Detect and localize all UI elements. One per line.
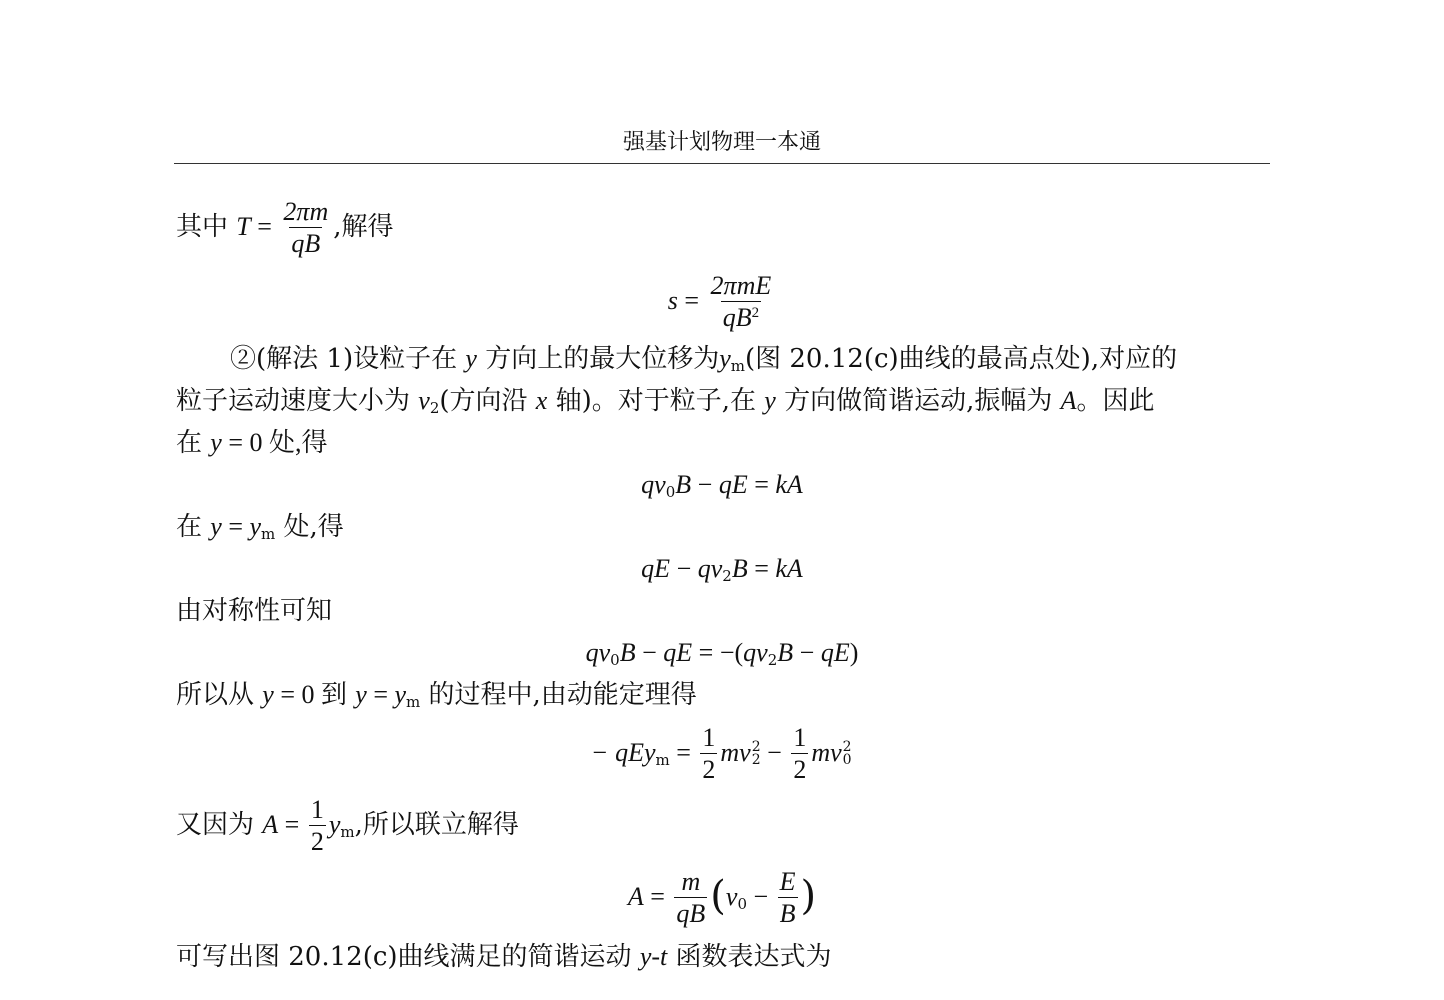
var-y: y xyxy=(465,344,477,373)
text: ②(解法 1)设粒子在 xyxy=(230,344,458,374)
term: qE xyxy=(820,638,850,667)
minus: − xyxy=(746,881,775,911)
subscript: 0 xyxy=(737,894,747,913)
text: 在 xyxy=(176,428,203,458)
numerator: E xyxy=(779,867,796,896)
subscript: 2 xyxy=(751,751,761,768)
paragraph-amplitude-relation xyxy=(176,796,519,856)
running-header: 强基计划物理一本通 xyxy=(622,130,821,155)
term: qv xyxy=(697,554,723,583)
big-paren-left: ( xyxy=(710,872,726,919)
term: qE xyxy=(663,638,693,667)
paragraph-energy-theorem xyxy=(176,682,697,710)
equals: = xyxy=(643,881,672,911)
term: B xyxy=(731,554,748,583)
numerator: 1 xyxy=(793,723,807,752)
text: 方向做简谐运动,振幅为 xyxy=(784,386,1053,416)
term: kA xyxy=(775,554,803,583)
denominator: 2 xyxy=(793,755,807,785)
paragraph-method1-line1 xyxy=(230,346,1177,374)
text: (方向沿 xyxy=(439,386,528,416)
equals-negative: = − xyxy=(692,638,735,667)
minus: − xyxy=(670,554,698,583)
numerator: m xyxy=(681,867,701,896)
denominator: qB xyxy=(676,899,706,929)
fraction-period xyxy=(281,198,330,258)
paragraph-method1-line3 xyxy=(176,430,328,456)
term: qE xyxy=(641,554,671,583)
line-period-definition xyxy=(176,198,394,258)
equals: = xyxy=(747,554,776,583)
var-T: T xyxy=(236,211,251,241)
text: 函数表达式为 xyxy=(675,942,832,972)
header-rule xyxy=(174,163,1270,164)
subscript: 0 xyxy=(842,751,852,768)
var-x: x xyxy=(535,386,548,415)
subscript: 2 xyxy=(429,399,440,417)
var-v: v xyxy=(725,881,738,911)
equals: = xyxy=(677,285,706,315)
term: kA xyxy=(775,470,803,499)
paragraph-yt-expression xyxy=(176,944,832,970)
term: B xyxy=(675,470,692,499)
subscript: 2 xyxy=(767,651,778,669)
sup-sub-stack xyxy=(842,738,852,768)
subscript: m xyxy=(655,750,670,769)
numerator: 1 xyxy=(310,795,324,824)
var-ym: y xyxy=(394,680,407,709)
term: B xyxy=(619,638,636,667)
fraction-half xyxy=(309,796,326,856)
term: mv xyxy=(811,737,842,767)
var-y: y xyxy=(355,680,367,709)
den-base: qB xyxy=(722,303,752,333)
term: qE xyxy=(718,470,748,499)
equals: = xyxy=(278,809,306,839)
paragraph-method1-line2 xyxy=(176,388,1155,416)
text: ,解得 xyxy=(333,211,394,242)
equals: = xyxy=(747,470,776,499)
equals: = xyxy=(250,211,279,241)
var-ym: y xyxy=(719,344,731,373)
equals: = xyxy=(366,680,395,709)
text: 处,得 xyxy=(283,512,344,542)
numerator: 2πm xyxy=(283,197,329,226)
subscript: 0 xyxy=(665,483,676,501)
var-yt: y-t xyxy=(639,942,668,971)
fraction-E-over-B xyxy=(778,868,798,928)
fraction-half xyxy=(700,724,717,784)
subscript: 0 xyxy=(610,651,620,669)
paren-right: ) xyxy=(849,638,859,667)
subscript: m xyxy=(261,525,276,543)
equation-displacement xyxy=(0,272,1444,332)
equation-force-at-ym xyxy=(0,556,1444,584)
var-y: y xyxy=(764,386,776,415)
minus: − xyxy=(635,638,664,667)
text: = 0 处,得 xyxy=(221,428,328,457)
equation-kinetic-energy xyxy=(0,724,1444,784)
subscript: m xyxy=(340,822,355,841)
text: 轴)。对于粒子,在 xyxy=(555,386,757,416)
var-s: s xyxy=(667,285,678,315)
var-A: A xyxy=(1060,386,1077,415)
fraction-half xyxy=(791,724,808,784)
minus: − xyxy=(793,638,821,667)
den-exponent: 2 xyxy=(751,305,760,322)
text: 由对称性可知 xyxy=(176,596,333,626)
equation-symmetry xyxy=(0,640,1444,668)
var-y: y xyxy=(210,428,222,457)
equation-amplitude xyxy=(0,868,1444,928)
fraction-m-over-qB xyxy=(674,868,707,928)
text: 可写出图 20.12(c)曲线满足的简谐运动 xyxy=(176,942,632,972)
text: = 0 到 xyxy=(273,680,347,709)
var-ym: y xyxy=(328,809,341,839)
fraction-displacement xyxy=(709,272,774,332)
text: 又因为 xyxy=(176,809,255,840)
minus: − xyxy=(760,737,789,767)
minus: − xyxy=(691,470,719,499)
negative-sign: − xyxy=(592,737,608,767)
text: 。因此 xyxy=(1076,386,1155,416)
denominator: 2 xyxy=(310,827,324,857)
sup-sub-stack xyxy=(751,738,761,768)
superscript: 2 xyxy=(842,738,852,755)
paragraph-at-ym xyxy=(176,514,344,542)
equals: = xyxy=(221,512,250,541)
text: (图 20.12(c)曲线的最高点处),对应的 xyxy=(744,344,1178,374)
subscript: m xyxy=(406,693,421,711)
term: B xyxy=(777,638,794,667)
superscript: 2 xyxy=(751,738,761,755)
text: 粒子运动速度大小为 xyxy=(176,386,411,416)
text: 其中 xyxy=(176,211,229,242)
subscript: m xyxy=(730,357,745,375)
equals: = xyxy=(669,737,698,767)
denominator xyxy=(721,301,761,331)
var-y: y xyxy=(210,512,222,541)
denominator: 2 xyxy=(702,755,716,785)
term: qv xyxy=(743,638,768,667)
numerator: 1 xyxy=(702,723,716,752)
var-v: v xyxy=(418,386,430,415)
term: qv xyxy=(641,470,666,499)
var-A: A xyxy=(262,809,279,839)
var-ym: y xyxy=(249,512,262,541)
equation-force-at-zero xyxy=(0,472,1444,500)
term: qEy xyxy=(615,737,656,767)
text: 的过程中,由动能定理得 xyxy=(428,680,697,710)
term: qv xyxy=(585,638,611,667)
denominator: qB xyxy=(291,229,321,259)
text: 方向上的最大位移为 xyxy=(485,344,720,374)
var-y: y xyxy=(262,680,274,709)
text: 在 xyxy=(176,512,203,542)
var-A: A xyxy=(627,881,644,911)
subscript: 2 xyxy=(722,567,732,585)
text: ,所以联立解得 xyxy=(354,809,519,840)
paren-left: ( xyxy=(734,638,744,667)
numerator: 2πmE xyxy=(710,271,772,300)
term: mv xyxy=(720,737,751,767)
text: 所以从 xyxy=(176,680,255,710)
paragraph-symmetry xyxy=(176,598,332,624)
denominator: B xyxy=(779,899,796,929)
big-paren-right: ) xyxy=(800,872,817,919)
